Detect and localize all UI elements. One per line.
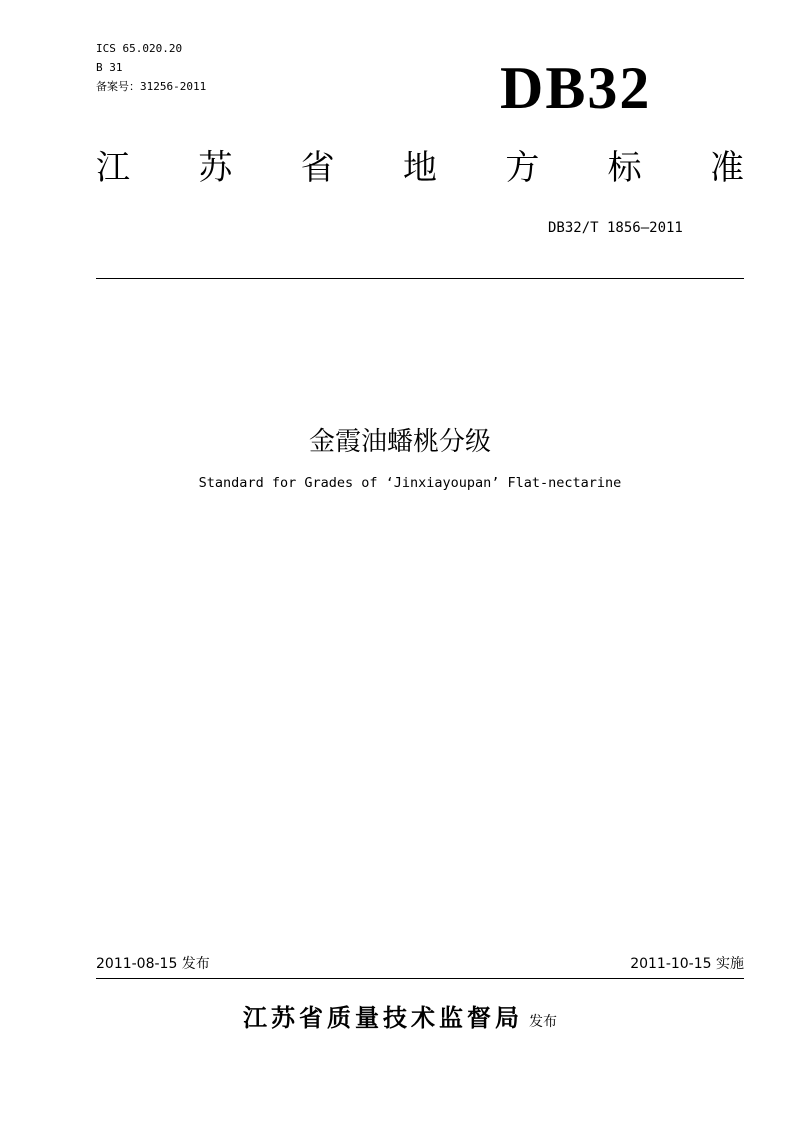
standard-type-char: 地 <box>402 148 437 188</box>
record-number: 备案号：31256-2011 <box>96 80 207 93</box>
standard-type-heading <box>96 146 744 190</box>
issue-date: 2011-08-15 发布 <box>96 956 210 972</box>
standard-type-char: 准 <box>709 148 744 188</box>
ics-code: ICS 65.020.20 <box>96 42 183 55</box>
standard-type-char: 苏 <box>198 148 233 188</box>
classification-code: B 31 <box>96 61 123 74</box>
footer-divider <box>96 978 744 979</box>
standard-type-char: 标 <box>607 148 642 188</box>
document-title-cn: 金霞油蟠桃分级 <box>308 427 491 457</box>
issuer-line <box>0 1000 800 1040</box>
implementation-date: 2011-10-15 实施 <box>630 956 744 972</box>
document-title-en: Standard for Grades of ‘Jinxiayoupan’ Flat-nectarine <box>198 475 622 491</box>
issuer-name: 江苏省质量技术监督局 <box>243 1004 523 1032</box>
standard-number: DB32/T 1856—2011 <box>548 220 683 236</box>
header-divider <box>96 278 744 279</box>
standard-type-char: 江 <box>96 148 130 188</box>
standard-type-char: 方 <box>505 148 540 188</box>
standard-type-char: 省 <box>300 148 335 188</box>
issuer-suffix: 发布 <box>529 1014 557 1030</box>
standard-code-logo: DB32 <box>500 55 652 121</box>
